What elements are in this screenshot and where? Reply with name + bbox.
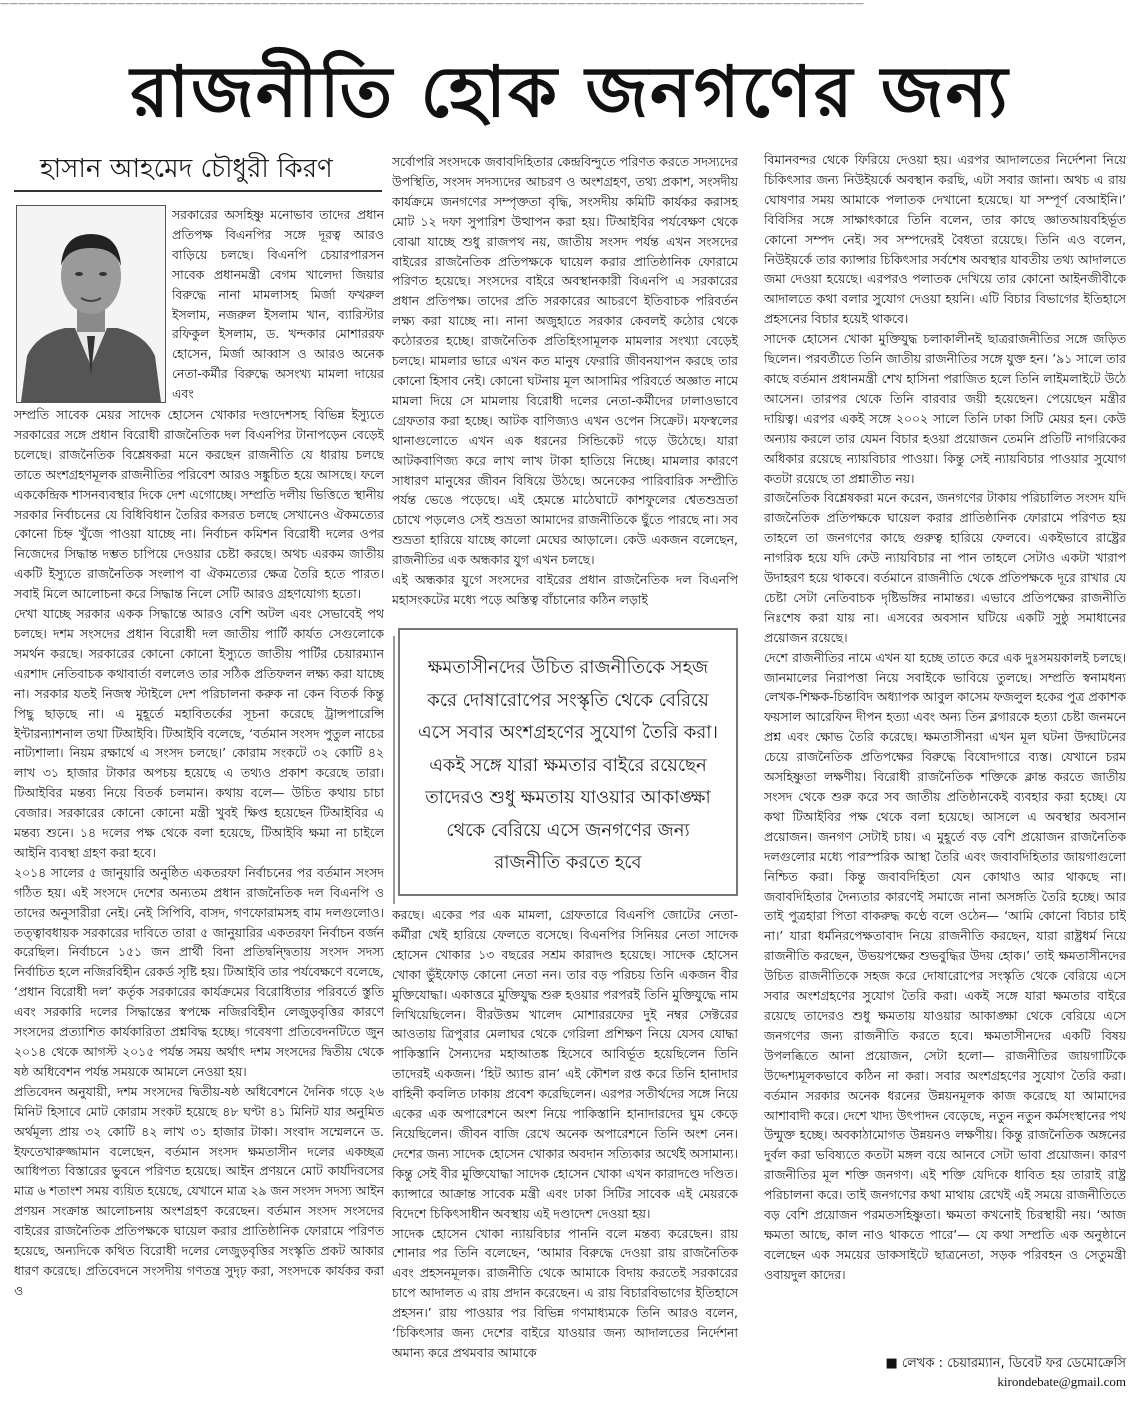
column-3-paragraph-2: সাদেক হোসেন খোকা মুক্তিযুদ্ধ চলাকালীনই ছাত্ররাজনীতির সঙ্গে জড়িত ছিলেন। পরবর্তীতে তিনি জাতীয় রাজনীতির সঙ্গে যুক্ত হন। ’৯১ সালে তার কাছে বর্তমান প্রধানমন্ত্রী শেখ হাসিনা পরাজিত হলে তিনি লাইমলাইটে উঠে আসেন। তারপর থেকে তিনি বারবার জয়ী হয়েছেন। পেয়েছেন মন্ত্রীর দায়িত্ব। এরপর একই সঙ্গে ২০০২ সালে তিনি ঢাকা সিটি মেয়র হন। কেউ অন্যায় করলে তার যেমন বিচার হওয়া প্রয়োজন তেমনি প্রতিটি নাগরিকের অধিকার রয়েছে ন্যায়বিচার পাওয়া। কিন্তু সেই ন্যায়বিচার পাওয়ার সুযোগ কতটা রয়েছে তা প্রশ্নাতীত নয়। [764,331,1126,486]
column-2-paragraph-3: করছে। একের পর এক মামলা, গ্রেফতারে বিএনপি জোটের নেতা-কর্মীরা খেই হারিয়ে ফেলতে বসেছে। বিএনপির সিনিয়র নেতা সাদেক হোসেন খোকার ১৩ বছরের সশ্রম কারাদণ্ড হয়েছে। সাদেক হোসেন খোকা ভুঁইফোড় কোনো নেতা নন। তার বড় পরিচয় তিনি একজন বীর মুক্তিযোদ্ধা। একাত্তরে মুক্তিযুদ্ধ শুরু হওয়ার পরপরই তিনি মুক্তিযুদ্ধে নাম লিখিয়েছিলেন। বীরউত্তম খালেদ মোশাররফের দুই নম্বর সেক্টরের আওতায় ত্রিপুরার মেলাঘর থেকে গেরিলা প্রশিক্ষণ নিয়ে যেসব যোদ্ধা পাকিস্তানি সৈন্যদের মহাআতঙ্ক হিসেবে আবির্ভূত হয়েছিলেন তিনি তাদেরই একজন। ‘হিট অ্যান্ড রান’ এই কৌশল রপ্ত করে তিনি হানাদার বাহিনী কবলিত ঢাকায় প্রবেশ করেছিলেন। এরপর সতীর্থদের সঙ্গে নিয়ে একের এক অপারেশনে অংশ নিয়ে পাকিস্তানি হানাদারদের ঘুম কেড়ে নিয়েছিলেন। জীবন বাজি রেখে অনেক অপারেশনে তিনি অংশ নেন। দেশের জন্য সাদেক হোসেন খোকার অবদান সত্যিকার অর্থেই অসামান্য। কিন্তু সেই বীর মুক্তিযোদ্ধা সাদেক হোসেন খোকা এখন কারাদণ্ডে দণ্ডিত। ক্যান্সারে আক্রান্ত সাবেক মন্ত্রী এবং ঢাকা সিটির সাবেক এই মেয়রকে বিদেশে চিকিৎসাধীন অবস্থায় এই দণ্ডাদেশ দেওয়া হয়। [392,907,738,1221]
column-2-top [392,152,738,614]
column-2-bottom [392,905,738,1405]
column-2-paragraph-2: এই অন্ধকার যুগে সংসদের বাইরের প্রধান রাজনৈতিক দল বিএনপি মহাসংকটের মধ্যে পড়ে অস্তিত্ব বাঁচানোর কঠিন লড়াই [392,572,738,607]
column-1-paragraph-1-lead: সরকারের অসহিষ্ণু মনোভাব তাদের প্রধান প্রতিপক্ষ বিএনপির সঙ্গে দূরত্ব আরও বাড়িয়ে চলছে। বিএনপি চেয়ারপারসন সাবেক প্রধানমন্ত্রী বেগম খালেদা জিয়ার বিরুদ্ধে নানা মামলাসহ মির্জা ফখরুল ইসলাম, নজরুল ইসলাম খান, ব্যারিস্টার রফিকুল ইসলাম, ড. খন্দকার মোশাররফ হোসেন, মির্জা আব্বাস ও আরও অনেক নেতা-কর্মীর বিরুদ্ধে অসংখ্য মামলা দায়ের এবং [172,207,384,402]
author-signature: ■ লেখক : চেয়ারম্যান, ডিবেট ফর ডেমোক্রেসি [885,1356,1126,1371]
author-photo [16,205,166,403]
author-portrait-image [17,206,165,402]
column-3-paragraph-4: দেশে রাজনীতির নামে এখন যা হচ্ছে তাতে করে এক দুঃসময়কালই চলছে। জানমালের নিরাপত্তা নিয়ে সবাইকে ভাবিয়ে তুলছে। সম্প্রতি স্বনামধন্য লেখক-শিক্ষক-চিন্তাবিদ অধ্যাপক আবুল কাসেম ফজলুল হকের পুত্র প্রকাশক ফয়সাল আরেফিন দীপন হত্যা এবং অন্য তিন ব্লগারকে হত্যা চেষ্টা জনমনে প্রশ্ন এবং ক্ষোভ তৈরি করেছে। ক্ষমতাসীনরা এখন মূল ঘটনা উদ্ঘাটনের চেয়ে রাজনৈতিক প্রতিপক্ষের বিরুদ্ধে বিষোদগারে ব্যস্ত। যেখানে চরম অসহিষ্ণুতা লক্ষণীয়। বিরোধী রাজনৈতিক শক্তিকে ক্লান্ত করতে জাতীয় সংসদ থেকে শুরু করে সব জাতীয় প্রতিষ্ঠানকেই ব্যবহার করা হচ্ছে। যে কথা টিআইবির পক্ষ থেকে বলা হয়েছে। আসলে এ অবস্থার অবসান প্রয়োজন। জনগণ সেটাই চায়। এ মুহূর্তে বড় বেশি প্রয়োজন রাজনৈতিক দলগুলোর মধ্যে পারস্পরিক আস্থা তৈরি এবং জবাবদিহিতার জায়গাগুলো নিশ্চিত করা। কিন্তু জবাবদিহিতা যেন কোথাও আর থাকছে না। জবাবদিহিতার দৈন্যতার কারণেই সমাজে নানা অসঙ্গতি তৈরি হচ্ছে। আর তাই পুত্রহারা পিতা বাকরুদ্ধ কণ্ঠে বলে ওঠেন— ‘আমি কোনো বিচার চাই না।’ যারা ধর্মনিরপেক্ষতাবাদ নিয়ে রাজনীতি করছেন, যারা রাষ্ট্রধর্ম নিয়ে রাজনীতি করছেন, উভয়পক্ষের শুভবুদ্ধির উদয় হোক।’ তাই ক্ষমতাসীনদের উচিত রাজনীতিকে সহজ করে দোষারোপের সংস্কৃতি থেকে বেরিয়ে এসে সবার অংশগ্রহণের সুযোগ তৈরি করা। একই সঙ্গে যারা ক্ষমতার বাইরে রয়েছে তাদেরও শুধু ক্ষমতায় যাওয়ার আকাঙ্ক্ষা থেকে বেরিয়ে এসে জনগণের জন্য রাজনীতি করতে হবে। ক্ষমতাসীনদের একটি বিষয় উপলব্ধিতে আনা প্রয়োজন, সেটা হলো— রাজনীতির জায়গাটিকে উদ্দেশ্যমূলকভাবে কঠিন না করা। সবার অংশগ্রহণের সুযোগ তৈরি করা। বর্তমান সরকার অনেক ধরনের উন্নয়নমূলক কাজ করেছে যা আমাদের আশাবাদী করে। দেশে খাদ্য উৎপাদন বেড়েছে, নতুন নতুন কর্মসংস্থানের পথ উন্মুক্ত হচ্ছে। অবকাঠামোগত উন্নয়নও লক্ষণীয়। কিন্তু রাজনৈতিক অঙ্গনের দুর্বল করা ভবিষ্যতে কতটা মঙ্গল বয়ে আনবে সেটা ভাবা প্রয়োজন। কারণ রাজনীতির মূল শক্তি জনগণ। এই শক্তি যেদিকে ধাবিত হয় তারাই রাষ্ট্র পরিচালনা করে। তাই জনগণের কথা মাথায় রেখেই এই সময়ে রাজনীতিতে বড় বেশি প্রয়োজন পরমতসহিষ্ণুতা। ক্ষমতা কখনোই চিরস্থায়ী নয়। ‘আজ ক্ষমতা আছে, কাল নাও থাকতে পারে’— যে কথা সম্প্রতি এক অনুষ্ঠানে বলেছেন এক সময়ের ডাকসাইটে ছাত্রনেতা, সড়ক পরিবহন ও সেতুমন্ত্রী ওবায়দুল কাদের। [764,649,1126,1282]
column-3 [764,150,1126,1350]
byline-rule [14,190,382,192]
column-3-paragraph-1: বিমানবন্দর থেকে ফিরিয়ে দেওয়া হয়। এরপর আদালতের নির্দেশনা নিয়ে চিকিৎসার জন্য নিউইয়র্কে অবস্থান করছি, এটা সবার জানা। অথচ এ রায় ঘোষণার সময় আমাকে পলাতক দেখানো হয়েছে। যা সম্পূর্ণ বেআইনি।’ বিবিসির সঙ্গে সাক্ষাৎকারে তিনি বলেন, তার কাছে জ্ঞাতআয়বহির্ভূত কোনো সম্পদ নেই। সব সম্পদেরই বৈধতা রয়েছে। তিনি এও বলেন, নিউইয়র্কে তার ক্যান্সার চিকিৎসার সর্বশেষ অবস্থার যাবতীয় তথ্য আদালতে জমা দেওয়া হয়েছে। এরপরও পলাতক দেখিয়ে তার কোনো আইনজীবীকে আদালতে কথা বলার সুযোগ দেওয়া হয়নি। এটি বিচার বিভাগের ইতিহাসে প্রহসনের বিচার হয়েই থাকবে। [764,152,1126,327]
headline: রাজনীতি হোক জনগণের জন্য [130,50,1010,133]
column-1-paragraph-2: দেখা যাচ্ছে সরকার একক সিদ্ধান্তে আরও বেশি অটল এবং সেভাবেই পথ চলছে। দশম সংসদের প্রধান বিরোধী দল জাতীয় পার্টি কার্যত সেগুলোকে সমর্থন করছে। সরকারের কোনো কোনো ইস্যুতে জাতীয় পার্টির চেয়ারম্যান এরশাদ নেতিবাচক কথাবার্তা বললেও তার সঠিক প্রতিফলন লক্ষ্য করা যাচ্ছে না। সরকার যতই নিজস্ব স্টাইলে দেশ পরিচালনা করুক না কেন বিতর্ক কিন্তু পিছু ছাড়ছে না। এ মুহূর্তে মহাবিতর্কের সূচনা করেছে ট্রান্সপারেন্সি ইন্টারন্যাশনাল তথা টিআইবি। টিআইবি বলেছে, ‘বর্তমান সংসদ পুতুল নাচের নাট্যশালা। নিয়ম রক্ষার্থে এ সংসদ চলছে।’ কোরাম সংকটে ৩২ কোটি ৪২ লাখ ৩১ হাজার টাকার অপচয় হয়েছে এ তথ্যও প্রকাশ করেছে তারা। টিআইবির মন্তব্য নিয়ে বিতর্ক চলমান। কথায় বলে— উচিত কথায় চাচা বেজার। সরকারের কোনো কোনো মন্ত্রী খুবই ক্ষিপ্ত হয়েছেন টিআইবির এ মন্তব্য শুনে। ১৪ দলের পক্ষ থেকে বলা হয়েছে, টিআইবি ক্ষমা না চাইলে আইনি ব্যবস্থা গ্রহণ করা হবে। [14,606,384,860]
column-1 [14,405,384,1405]
column-1-paragraph-4: প্রতিবেদন অনুযায়ী, দশম সংসদের দ্বিতীয়-ষষ্ঠ অধিবেশনে দৈনিক গড়ে ২৬ মিনিট হিসাবে মোট কোরাম সংকট হয়েছে ৪৮ ঘণ্টা ৪১ মিনিট যার অনুমিত অর্থমূল্য প্রায় ৩২ কোটি ৪২ লাখ ৩১ হাজার টাকা। সংবাদ সম্মেলনে ড. ইফতেখারুজ্জামান বলেছেন, বর্তমান সংসদ ক্ষমতাসীন দলের একচ্ছত্র আধিপত্য বিস্তারের ভুবনে পরিণত হয়েছে। আইন প্রণয়নে মোট কার্যদিবসের মাত্র ৬ শতাংশ সময় ব্যয়িত হয়েছে, যেখানে মাত্র ২৯ জন সংসদ সদস্য আইন প্রণয়ন সংক্রান্ত আলোচনায় অংশগ্রহণ করেছেন। বর্তমান সংসদ সংসদের বাইরের রাজনৈতিক প্রতিপক্ষকে ঘায়েল করার প্রাতিষ্ঠানিক ফোরামে পরিণত হয়েছে, অন্যদিকে কথিত বিরোধী দলের লেজুড়বৃত্তির সংস্কৃতি প্রকট আকার ধারণ করেছে। প্রতিবেদনে সংসদীয় গণতন্ত্র সুদৃঢ় করা, সংসদকে কার্যকর করা ও [14,1083,384,1298]
author-email: kirondebate@gmail.com [997,1374,1126,1389]
byline: হাসান আহমেদ চৌধুরী কিরণ [40,154,333,184]
pull-quote-text: ক্ষমতাসীনদের উচিত রাজনীতিকে সহজ করে দোষারোপের সংস্কৃতি থেকে বেরিয়ে এসে সবার অংশগ্রহণের সুযোগ তৈরি করা। একই সঙ্গে যারা ক্ষমতার বাইরে রয়েছেন তাদেরও শুধু ক্ষমতায় যাওয়ার আকাঙ্ক্ষা থেকে বেরিয়ে এসে জনগণের জন্য রাজনীতি করতে হবে [418,657,718,873]
column-1-top [172,205,384,405]
column-1-paragraph-3: ২০১৪ সালের ৫ জানুয়ারি অনুষ্ঠিত একতরফা নির্বাচনের পর বর্তমান সংসদ গঠিত হয়। এই সংসদে দেশের অন্যতম প্রধান রাজনৈতিক দল বিএনপি ও তাদের অনুসারীরা নেই। নেই সিপিবি, বাসদ, গণফোরামসহ বাম দলগুলোও। তত্ত্বাবধায়ক সরকারের দাবিতে তারা ৫ জানুয়ারির একতরফা নির্বাচন বর্জন করেছিল। নির্বাচনে ১৫১ জন প্রার্থী বিনা প্রতিদ্বন্দ্বিতায় সংসদ সদস্য নির্বাচিত হলে নজিরবিহীন রেকর্ড সৃষ্টি হয়। টিআইবি তার পর্যবেক্ষণে বলেছে, ‘প্রধান বিরোধী দল’ কর্তৃক সরকারের কার্যক্রমের বিরোধিতার পরিবর্তে স্তুতি এবং সরকারি দলের সিদ্ধান্তের স্বপক্ষে নজিরবিহীন লেজুড়বৃত্তির কারণে সংসদের প্রত্যাশিত কার্যকারিতা প্রশ্নবিদ্ধ হচ্ছে। গবেষণা প্রতিবেদনটিতে জুন ২০১৪ থেকে আগস্ট ২০১৫ পর্যন্ত সময় অর্থাৎ দশম সংসদের দ্বিতীয় থেকে ষষ্ঠ অধিবেশন পর্যন্ত সময়কে আমলে নেওয়া হয়। [14,864,384,1079]
top-strip: ———————————————————————————————————————————————————————————————————————————————————————————————— [0,0,864,9]
pull-quote [398,628,738,896]
column-2-paragraph-4: সাদেক হোসেন খোকা ন্যায়বিচার পাননি বলে মন্তব্য করেছেন। রায় শোনার পর তিনি বলেছেন, ‘আমার বিরুদ্ধে দেওয়া রায় রাজনৈতিক এবং প্রহসনমূলক। রাজনীতি থেকে আমাকে বিদায় করতেই সরকারের চাপে আদালত এ রায় প্রদান করেছেন। এ রায় বিচারবিভাগের ইতিহাসে প্রহসন।’ রায় পাওয়ার পর বিভিন্ন গণমাধ্যমকে তিনি আরও বলেন, ‘চিকিৎসার জন্য দেশের বাইরে যাওয়ার জন্য আদালতের নির্দেশনা অমান্য করে প্রথমবার আমাকে [392,1225,738,1360]
column-1-paragraph-1-rest: সম্প্রতি সাবেক মেয়র সাদেক হোসেন খোকার দণ্ডাদেশসহ বিভিন্ন ইস্যুতে সরকারের সঙ্গে প্রধান বিরোধী রাজনৈতিক দল বিএনপির টানাপড়েন বেড়েই চলেছে। রাজনৈতিক বিশ্লেষকরা মনে করছেন রাজনীতি যে ধারায় চলছে তাতে অংশগ্রহণমূলক রাজনীতির পরিবেশ আরও সঙ্কুচিত হয়ে আসছে। ফলে এককেন্দ্রিক শাসনব্যবস্থার দিকে দেশ এগোচ্ছে। সম্প্রতি দলীয় ভিত্তিতে স্থানীয় সরকার নির্বাচনের যে বিধিবিধান তৈরির কসরত চলছে সেখানেও ঐকমত্যের কোনো চিহ্ন খুঁজে পাওয়া যাচ্ছে না। নির্বাচন কমিশন বিরোধী দলের ওপর নিজেদের সিদ্ধান্ত দম্ভত চাপিয়ে দেওয়ার চেষ্টা করছে। অথচ এরকম জাতীয় একটি ইস্যুতে রাজনৈতিক সংলাপ বা ঐকমত্যের ক্ষেত্র তৈরি হতে পারত। সবাই মিলে আলোচনা করে সিদ্ধান্ত নিলে সেটি আরও গ্রহণযোগ্য হতো। [14,407,384,602]
column-2-paragraph-1: সর্বোপরি সংসদকে জবাবদিহিতার কেন্দ্রবিন্দুতে পরিণত করতে সদস্যদের উপস্থিতি, সংসদ সদস্যদের আচরণ ও অংশগ্রহণ, তথ্য প্রকাশ, সংসদীয় কার্যক্রমে জনগণের সম্পৃক্ততা বৃদ্ধি, সংসদীয় কমিটি কার্যকর করাসহ মোট ১২ দফা সুপারিশ উত্থাপন করা হয়। টিআইবির পর্যবেক্ষণ থেকে বোঝা যাচ্ছে শুধু রাজপথ নয়, জাতীয় সংসদ পর্যন্ত এখন সংসদের বাইরের রাজনৈতিক প্রতিপক্ষকে ঘায়েল করার প্রাতিষ্ঠানিক ফোরামে পরিণত হয়েছে। সংসদের বাইরে অবস্থানকারী বিএনপি এ সরকারের প্রধান প্রতিপক্ষ। তাদের প্রতি সরকারের আচরণে ইতিবাচক পরিবর্তন লক্ষ্য করা যাচ্ছে না। নানা অজুহাতে সরকার কেবলই কঠোর থেকে কঠোরতর হচ্ছে। রাজনৈতিক প্রতিহিংসামূলক মামলার সংখ্যা বেড়েই চলছে। মামলার ভারে এখন কত মানুষ ফেরারি জীবনযাপন করছে তার কোনো হিসাব নেই। কোনো ঘটনায় মূল আসামির পরিবর্তে অজ্ঞাত নামে মামলা দিয়ে সে মামলায় বিরোধী দলের নেতা-কর্মীদের ঢালাওভাবে গ্রেফতার করা হচ্ছে। আটক বাণিজ্যও এখন ওপেন সিক্রেট। মফস্বলের থানাগুলোতে এখন এক ধরনের সিন্ডিকেট গড়ে উঠেছে। যারা আটকবাণিজ্য করে লাখ লাখ টাকা হাতিয়ে নিচ্ছে। মামলার কারণে সাধারণ মানুষের জীবন বিষিয়ে উঠছে। অনেকের পারিবারিক সম্প্রীতি পর্যন্ত ভেঙে পড়েছে। এই হেমন্তে মাঠেঘাটে কাশফুলের শ্বেতশুভ্রতা চোখে পড়লেও সেই শুভ্রতা আমাদের রাজনীতিকে ছুঁতে পারছে না। সব শুভ্রতা হারিয়ে যাচ্ছে কালো মেঘের আড়ালে। কেউ একজন বলেছেন, রাজনীতির এক অন্ধকার যুগ এখন চলছে। [392,154,738,568]
column-3-paragraph-3: রাজনৈতিক বিশ্লেষকরা মনে করেন, জনগণের টাকায় পরিচালিত সংসদ যদি রাজনৈতিক প্রতিপক্ষকে ঘায়েল করার প্রাতিষ্ঠানিক ফোরামে পরিণত হয় তাহলে তা জনগণের কাছে গুরুত্ব হারিয়ে ফেলবে। একইভাবে রাষ্ট্রের নাগরিক হয়ে যদি কেউ ন্যায়বিচার না পান তাহলে সেটাও একটা খারাপ উদাহরণ হয়ে থাকবে। বর্তমানে রাজনীতি থেকে প্রতিপক্ষকে দূরে রাখার যে চেষ্টা সেটা নেতিবাচক দৃষ্টিভঙ্গির নামান্তর। এভাবে প্রতিপক্ষের রাজনীতি নিঃশেষ করা যায় না। এসবের অবসান ঘটিয়ে একটি সুষ্ঠু সমাধানের প্রয়োজন রয়েছে। [764,490,1126,645]
